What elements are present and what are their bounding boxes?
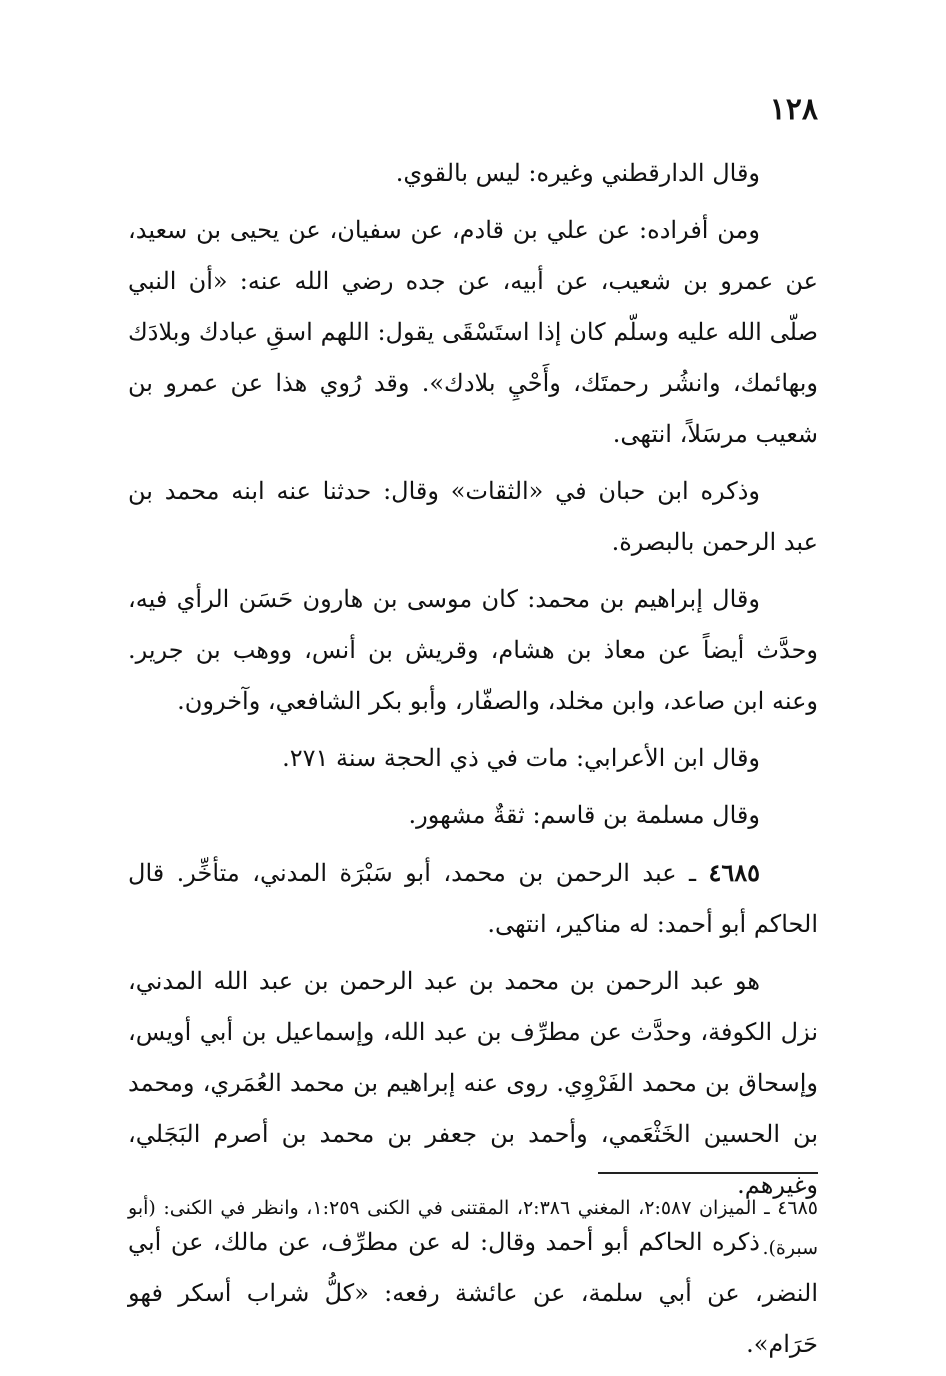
entry-heading [128, 847, 818, 950]
paragraph-ibn-arabi: وقال ابن الأعرابي: مات في ذي الحجة سنة ٢٧١. [282, 744, 760, 772]
paragraph-ibrahim: وقال إبراهيم بن محمد: كان موسى بن هارون حَسَن الرأي فيه، وحدَّث أيضاً عن معاذ بن هشام، وقريش بن أنس، ووهب بن جرير. وعنه ابن صاعد، وابن مخلد، والصفّار، وأبو بكر الشافعي، وآخرون. [128, 585, 818, 715]
entry-text: ـ عبد الرحمن بن محمد، أبو سَبْرَة المدني، متأخِّر. قال الحاكم أبو أحمد: له مناكير، انتهى. [128, 859, 818, 938]
paragraph-afradihi: ومن أفراده: عن علي بن قادم، عن سفيان، عن يحيى بن سعيد، عن عمرو بن شعيب، عن أبيه، عن جده رضي الله عنه: «أن النبي صلّى الله عليه وسلّم كان إذا استَسْقَى يقول: اللهم اسقِ عبادك وبلادَك وبهائمك، وانشُر رحمتَك، وأَحْيِ بلادك». وقد رُوي هذا عن عمرو بن شعيب مرسَلاً، انتهى. [128, 216, 819, 448]
entry-number: ٤٦٨٥ [708, 858, 760, 887]
footnote: ٤٦٨٥ ـ الميزان ٢:٥٨٧، المغني ٢:٣٨٦، المقتنى في الكنى ١:٢٥٩، وانظر في الكنى: (أبو سبرة). [128, 1197, 819, 1259]
paragraph-nasab: هو عبد الرحمن بن محمد بن عبد الرحمن بن عبد الله المدني، نزل الكوفة، وحدَّث عن مطرِّف بن عبد الله، وإسماعيل بن أبي أويس، وإسحاق بن محمد الفَرْوِي. روى عنه إبراهيم بن محمد العُمَري، ومحمد بن الحسين الخَثْعَمي، وأحمد بن جعفر بن محمد بن أصرم البَجَلي، وغيرهم. [128, 967, 818, 1199]
paragraph-daraqutni: وقال الدارقطني وغيره: ليس بالقوي. [395, 159, 760, 187]
paragraph-maslama: وقال مسلمة بن قاسم: ثقةٌ مشهور. [408, 801, 760, 829]
paragraph-hakim: ذكره الحاكم أبو أحمد وقال: له عن مطرِّف، عن مالك، عن أبي النضر، عن أبي سلمة، عن عائشة رفعه: «كلُّ شراب أسكر فهو حَرَام». [128, 1228, 818, 1358]
footnote-divider [598, 1172, 818, 1174]
page-number: ١٢٨ [769, 92, 818, 127]
paragraph-ibn-hibban: وذكره ابن حبان في «الثقات» وقال: حدثنا عنه ابنه محمد بن عبد الرحمن بالبصرة. [128, 477, 818, 556]
